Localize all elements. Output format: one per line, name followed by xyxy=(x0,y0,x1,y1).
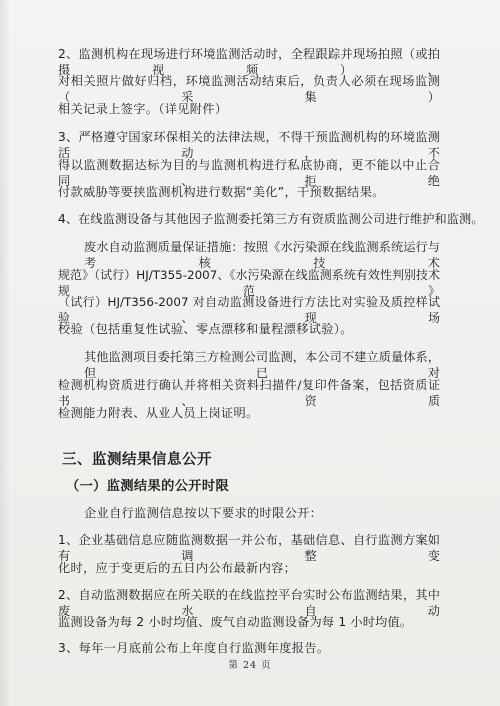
paragraph-line: 规范》（试行）HJ/T355-2007、《水污染源在线监测系统有效性判别技术规范》 xyxy=(58,268,440,298)
paragraph-line: 检测能力附表、从业人员上岗证明。 xyxy=(58,406,259,420)
sub-heading: （一）监测结果的公开时限 xyxy=(66,479,230,494)
paragraph-line: 3、严格遵守国家环保相关的法律法规，不得干预监测机构的环境监测活动，不 xyxy=(58,130,440,160)
paragraph-line: 2、自动监测数据应在所关联的在线监控平台实时公布监测结果，其中废水自动 xyxy=(58,588,440,618)
paragraph-line: （试行）HJ/T356-2007 对自动监测设备进行方法比对实验及质控样试验、现场 xyxy=(58,295,440,325)
paragraph-line: 4、在线监测设备与其他因子监测委托第三方有资质监测公司进行维护和监测。 xyxy=(58,212,484,226)
paragraph-line: 3、每年一月底前公布上年度自行监测年度报告。 xyxy=(58,641,330,655)
paragraph-line: 校验（包括重复性试验、零点漂移和量程漂移试验）。 xyxy=(58,322,353,336)
paragraph-line: 废水自动监测质量保证措施：按照《水污染源在线监测系统运行与考核技术 xyxy=(84,240,440,270)
paragraph-line: 检测机构资质进行确认并将相关资料扫描件/复印件备案，包括资质证书、资质 xyxy=(58,378,440,408)
paragraph-line: 得以监测数据达标为目的与监测机构进行私底协商，更不能以中止合同、拒绝 xyxy=(58,158,440,188)
section-heading: 三、监测结果信息公开 xyxy=(62,452,212,468)
paragraph-line: 对相关照片做好归档，环境监测活动结束后，负责人必须在现场监测（采集） xyxy=(58,74,440,104)
paragraph-line: 2、监测机构在现场进行环境监测活动时，全程跟踪并现场拍照（或拍摄视频）， xyxy=(58,47,440,77)
page-number: 第 24 页 xyxy=(228,660,272,671)
paragraph-line: 其他监测项目委托第三方检测公司监测，本公司不建立质量体系，但已对 xyxy=(84,350,440,380)
paragraph-line: 相关记录上签字。（详见附件） xyxy=(58,102,228,116)
paragraph-line: 付款威胁等要挟监测机构进行数据“美化”，干预数据结果。 xyxy=(58,185,385,199)
paragraph-line: 1、企业基础信息应随监测数据一并公布，基础信息、自行监测方案如有调整变 xyxy=(58,533,440,563)
paragraph-line: 监测设备为每 2 小时均值、废气自动监测设备为每 1 小时均值。 xyxy=(58,615,413,629)
paragraph-line: 企业自行监测信息按以下要求的时限公开： xyxy=(84,506,323,520)
paragraph-line: 化时，应于变更后的五日内公布最新内容； xyxy=(58,561,297,575)
